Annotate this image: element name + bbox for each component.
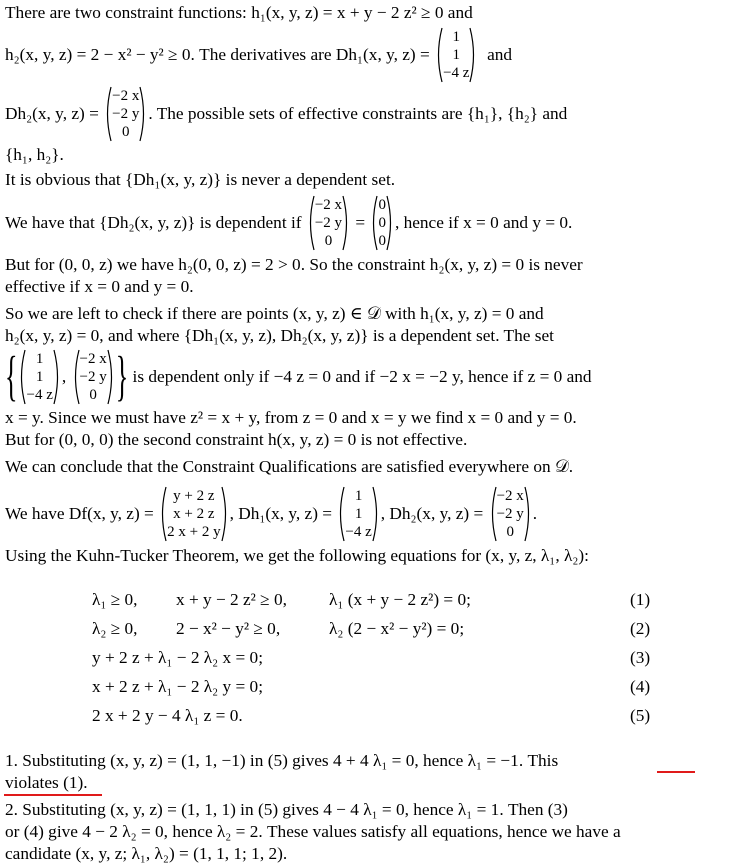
text-line xyxy=(5,484,537,544)
text: , Dh₁(x, y, z) = xyxy=(229,504,333,523)
vector-entry: 0 xyxy=(378,215,386,231)
vector-entry: −2 x xyxy=(496,488,524,504)
text-line xyxy=(5,255,583,275)
vector-entry: −2 y xyxy=(496,506,524,522)
vector-dh1 xyxy=(336,486,380,542)
text: We have Df(x, y, z) = xyxy=(5,504,154,523)
vector-entry: 0 xyxy=(378,197,386,213)
paren-right xyxy=(386,195,395,251)
vector-entry: 1 xyxy=(35,351,44,367)
text-line xyxy=(5,170,395,190)
text: {h₁, h₂}. xyxy=(5,145,64,164)
eq-part: λ₂ ≥ 0, xyxy=(92,619,138,638)
vector-entry: y + 2 z xyxy=(173,488,215,504)
text-line xyxy=(5,844,287,864)
text-line xyxy=(5,277,194,297)
vector-entry: −4 z xyxy=(345,524,372,540)
red-underline xyxy=(4,794,102,796)
vector-entry: 0 xyxy=(89,387,97,403)
brace-left: { xyxy=(5,345,18,407)
text: There are two constraint functions: xyxy=(5,3,247,22)
text: is dependent only if −4 z = 0 and if −2 x = −2 y, hence if z = 0 and xyxy=(132,367,592,386)
math-h1-def: h₁(x, y, z) = x + y − 2 z² ≥ 0 and xyxy=(251,3,473,22)
vector-entry: −2 x xyxy=(314,197,343,213)
paren-left xyxy=(306,195,315,251)
eq-part: λ₁ ≥ 0, xyxy=(92,590,138,609)
math-dh2-lhs: Dh₂(x, y, z) = xyxy=(5,104,99,123)
text: . xyxy=(532,504,538,523)
paren-right xyxy=(139,86,148,142)
equation-number: (3) xyxy=(630,648,651,667)
vector-entry: 1 xyxy=(452,47,461,63)
brace-right: } xyxy=(115,345,129,407)
eq-part: 2 x + 2 y − 4 λ₁ z = 0. xyxy=(92,706,243,725)
text-line xyxy=(5,326,554,346)
vector-dh2 xyxy=(306,195,351,251)
text: , Dh₂(x, y, z) = xyxy=(380,504,484,523)
vector-entry: 0 xyxy=(378,233,386,249)
text: x = y. Since we must have z² = x + y, from z = 0 and x = y we find x = 0 and y = 0. xyxy=(5,408,577,427)
vector-entry: 0 xyxy=(506,524,514,540)
text-line xyxy=(5,145,64,165)
text: But for (0, 0, z) we have h₂(0, 0, z) = 2 > 0. So the constraint h₂(x, y, z) = 0 is never xyxy=(5,255,583,274)
text: = xyxy=(355,213,366,232)
vector-dh1 xyxy=(434,27,478,83)
equation-number: (1) xyxy=(630,590,651,609)
red-underline xyxy=(657,771,695,773)
text: and xyxy=(487,45,513,64)
vector-dh2 xyxy=(488,486,533,542)
text-line xyxy=(5,3,473,23)
text: effective if x = 0 and y = 0. xyxy=(5,277,194,296)
paren-right xyxy=(524,486,533,542)
vector-entry: −2 x xyxy=(112,88,140,104)
vector-entry: x + 2 z xyxy=(173,506,215,522)
text-line xyxy=(5,430,467,450)
text: candidate (x, y, z; λ₁, λ₂) = (1, 1, 1; 1, 2). xyxy=(5,844,288,863)
paren-right xyxy=(372,486,381,542)
paren-right xyxy=(221,486,230,542)
text-line xyxy=(5,304,544,324)
paren-left xyxy=(17,349,26,405)
text-line: { 1 1 −4 z , −2 x −2 y 0 } is dependent only if −4 z = 0 and if −2 x = −2 y, hence if z = 0 and xyxy=(5,345,592,407)
vector-entry: −2 y xyxy=(112,106,140,122)
vector-entry: −4 z xyxy=(443,65,470,81)
paren-left xyxy=(71,349,80,405)
text-line xyxy=(5,87,567,141)
text: It is obvious that {Dh₁(x, y, z)} is never a dependent set. xyxy=(5,170,396,189)
paren-left xyxy=(488,486,497,542)
vector-zero xyxy=(369,195,395,251)
text: Using the Kuhn-Tucker Theorem, we get the following equations for (x, y, z, λ₁, λ₂): xyxy=(5,546,589,565)
eq-part: 2 − x² − y² ≥ 0, xyxy=(176,619,281,638)
text: h₂(x, y, z) = 0, and where {Dh₁(x, y, z), Dh₂(x, y, z)} is a dependent set. The set xyxy=(5,326,554,345)
equation-number: (5) xyxy=(630,706,651,725)
math-dh1-lhs: Dh₁(x, y, z) = xyxy=(335,45,430,64)
text-line xyxy=(5,546,589,566)
vector-entry: 1 xyxy=(354,506,363,522)
text-line xyxy=(5,28,512,82)
math-h2-def: h₂(x, y, z) = 2 − x² − y² ≥ 0. xyxy=(5,45,195,64)
vector-entry: 1 xyxy=(452,29,461,45)
paren-left xyxy=(336,486,345,542)
text: 2. Substituting (x, y, z) = (1, 1, 1) in (5) gives 4 − 4 λ₁ = 0, hence λ₁ = 1. Then (3) xyxy=(5,800,568,819)
vector-entry: −2 x xyxy=(79,351,107,367)
text-line xyxy=(5,457,573,477)
vector-entry: −2 y xyxy=(79,369,107,385)
annotated-text: violates (1). xyxy=(5,773,88,792)
paren-left xyxy=(158,486,167,542)
text: The derivatives are xyxy=(199,45,332,64)
eq-part: λ₁ (x + y − 2 z²) = 0; xyxy=(329,590,471,609)
text: We can conclude that the Constraint Qualifications are satisfied everywhere on 𝒟. xyxy=(5,457,574,476)
text-line xyxy=(5,822,621,842)
annotated-text: This xyxy=(527,751,559,770)
paren-right xyxy=(53,349,62,405)
text: , hence if x = 0 and y = 0. xyxy=(394,213,573,232)
text: or (4) give 4 − 2 λ₂ = 0, hence λ₂ = 2. These values satisfy all equations, hence we have a xyxy=(5,822,621,841)
text: . The possible sets of effective constraints are {h₁}, {h₂} and xyxy=(148,104,568,123)
vector-entry: 0 xyxy=(122,124,130,140)
paren-left xyxy=(369,195,378,251)
vector-dh2 xyxy=(103,86,148,142)
text-line xyxy=(5,800,568,820)
paren-right xyxy=(342,195,351,251)
vector-entry: −2 y xyxy=(314,215,343,231)
text: But for (0, 0, 0) the second constraint h(x, y, z) = 0 is not effective. xyxy=(5,430,468,449)
text: So we are left to check if there are points (x, y, z) ∈ 𝒟 with h₁(x, y, z) = 0 and xyxy=(5,304,544,323)
text: 1. Substituting (x, y, z) = (1, 1, −1) in (5) gives 4 + 4 λ₁ = 0, hence λ₁ = −1. xyxy=(5,751,524,770)
eq-part: λ₂ (2 − x² − y²) = 0; xyxy=(329,619,465,638)
text: We have that {Dh₂(x, y, z)} is dependent if xyxy=(5,213,302,232)
vector-entry: 1 xyxy=(35,369,44,385)
eq-part: y + 2 z + λ₁ − 2 λ₂ x = 0; xyxy=(92,648,263,667)
vector-df xyxy=(158,486,229,542)
eq-part: x + y − 2 z² ≥ 0, xyxy=(176,590,287,609)
vector-entry: 2 x + 2 y xyxy=(167,524,221,540)
vector-entry: 1 xyxy=(354,488,363,504)
text-line xyxy=(5,773,88,793)
vector-entry: −4 z xyxy=(26,387,53,403)
paren-right xyxy=(469,27,478,83)
text-line xyxy=(5,195,572,251)
text-line xyxy=(5,751,558,771)
equation-number: (2) xyxy=(630,619,651,638)
vector-dh2 xyxy=(71,349,116,405)
paren-left xyxy=(103,86,112,142)
paren-left xyxy=(434,27,443,83)
text-line xyxy=(5,408,577,428)
vector-dh1 xyxy=(17,349,61,405)
paren-right xyxy=(107,349,116,405)
equation-number: (4) xyxy=(630,677,651,696)
eq-part: x + 2 z + λ₁ − 2 λ₂ y = 0; xyxy=(92,677,263,696)
vector-entry: 0 xyxy=(324,233,333,249)
